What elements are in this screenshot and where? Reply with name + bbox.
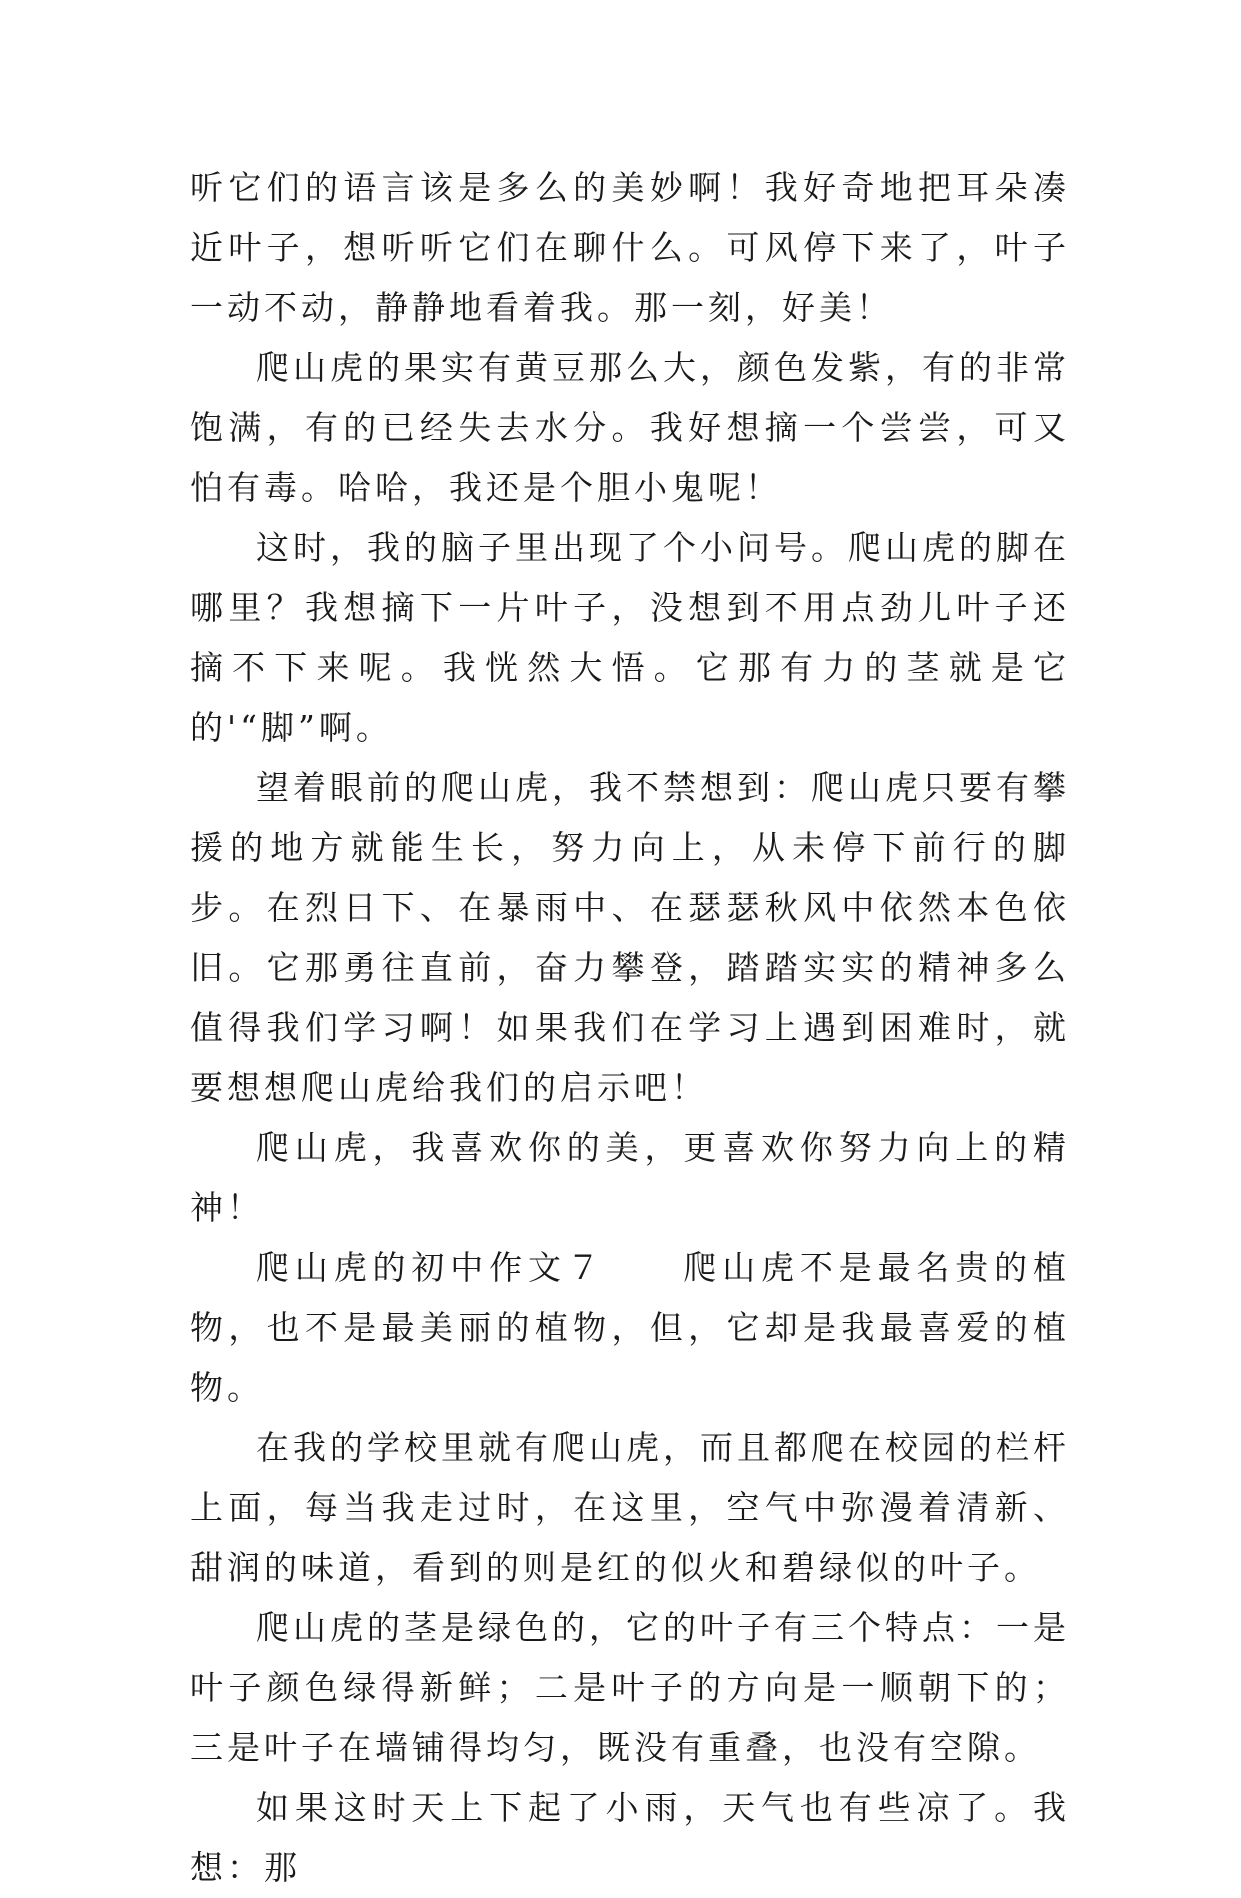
paragraph: 这时，我的脑子里出现了个小问号。爬山虎的脚在哪里？我想摘下一片叶子，没想到不用点劲儿叶子还摘不下来呢。我恍然大悟。它那有力的茎就是它的'“脚”啊。 bbox=[190, 528, 1070, 747]
body-text bbox=[190, 158, 1070, 1898]
paragraph: 爬山虎的茎是绿色的，它的叶子有三个特点：一是叶子颜色绿得新鲜；二是叶子的方向是一顺朝下的；三是叶子在墙铺得均匀，既没有重叠，也没有空隙。 bbox=[190, 1608, 1070, 1767]
paragraph: 爬山虎的果实有黄豆那么大，颜色发紫，有的非常饱满，有的已经失去水分。我好想摘一个尝尝，可又怕有毒。哈哈，我还是个胆小鬼呢！ bbox=[190, 348, 1070, 507]
paragraph: 听它们的语言该是多么的美妙啊！我好奇地把耳朵凑近叶子，想听听它们在聊什么。可风停下来了，叶子一动不动，静静地看着我。那一刻，好美！ bbox=[190, 168, 1070, 327]
paragraph: 如果这时天上下起了小雨，天气也有些凉了。我想：那 bbox=[190, 1788, 1070, 1887]
paragraph: 在我的学校里就有爬山虎，而且都爬在校园的栏杆上面，每当我走过时，在这里，空气中弥漫着清新、甜润的味道，看到的则是红的似火和碧绿似的叶子。 bbox=[190, 1428, 1070, 1587]
paragraph: 爬山虎的初中作文７ 爬山虎不是最名贵的植物，也不是最美丽的植物，但，它却是我最喜爱的植物。 bbox=[190, 1248, 1070, 1407]
paragraph: 爬山虎，我喜欢你的美，更喜欢你努力向上的精神！ bbox=[190, 1128, 1070, 1227]
paragraph: 望着眼前的爬山虎，我不禁想到：爬山虎只要有攀援的地方就能生长，努力向上，从未停下前行的脚步。在烈日下、在暴雨中、在瑟瑟秋风中依然本色依旧。它那勇往直前，奋力攀登，踏踏实实的精神多么值得我们学习啊！如果我们在学习上遇到困难时，就要想想爬山虎给我们的启示吧！ bbox=[190, 768, 1070, 1107]
